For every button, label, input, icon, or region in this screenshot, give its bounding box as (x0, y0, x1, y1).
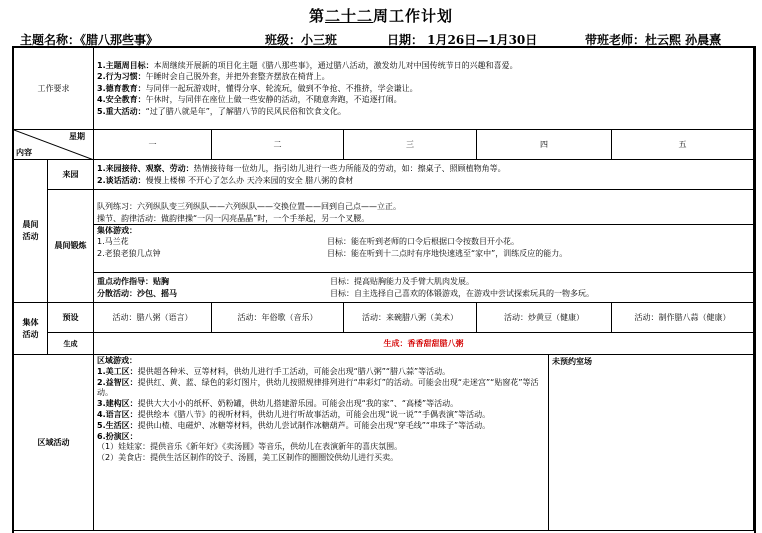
week-header-row (14, 130, 754, 160)
day-thursday: 四 (477, 130, 612, 160)
requirements-label: 工作要求 (14, 48, 94, 130)
key-action-item: 重点动作指导：贴胸 目标：提高贴胸能力及手臂大肌肉发展。 (97, 276, 474, 286)
collective-activity-label: 集体活动 (14, 303, 48, 355)
requirement-item: 1.主题周目标：本周继续开展新的项目化主题《腊八那些事》，通过腊八活动，激发幼儿对中国传统节日的兴趣和喜爱。 (97, 60, 518, 70)
day-monday: 一 (94, 130, 212, 160)
title-prefix: 第 (308, 7, 325, 25)
area-item: 2.益智区：提供红、黄、蓝、绿色的彩灯图片，供幼儿按照规律排列进行“串彩灯”的活动。可能会出现“走迷宫”“贴窗花”等活动。 (97, 377, 539, 398)
drill-line: 队列练习：六列纵队变三列纵队——六列纵队——交换位置——回到自己点——立正。 (97, 202, 401, 212)
requirement-item: 5.重大活动：“过了腊八就是年”，了解腊八节的民风民俗和饮食文化。 (97, 106, 346, 116)
plan-header (0, 31, 762, 46)
area-item: 4.语言区：提供绘本《腊八节》的视听材料，供幼儿进行听故事活动，可能会出现“说一说”“手偶表演”等活动。 (97, 409, 491, 419)
arrival-row (14, 160, 754, 190)
area-item: 3.建构区：提供大大小小的纸杯、奶粉罐，供幼儿搭建游乐园。可能会出现“我的家”、“高楼”等活动。 (97, 399, 459, 409)
arrival-line: 1.来园接待、观察、劳动：热情接待每一位幼儿，指引幼儿进行一些力所能及的劳动，如：擦桌子、照顾植物角等。 (97, 164, 506, 174)
area-item: 5.生活区：提供山楂、电磁炉、冰糖等材料，供幼儿尝试制作冰糖葫芦。可能会出现“穿毛线”“串珠子”等活动。 (97, 420, 491, 430)
game-item: 1.马兰花 目标：能在听到老师的口令后根据口令按数目开小花。 (97, 237, 519, 247)
exercise-row (14, 190, 754, 273)
corner-weekday-label: 星期 (69, 132, 85, 141)
generated-label: 生成 (48, 333, 94, 355)
requirement-item: 3.德育教育：与同伴一起玩游戏时，懂得分享、轮流玩，做到不争抢、不推挤，学会谦让。 (97, 83, 418, 93)
drill-block (94, 201, 753, 225)
page-title (0, 5, 762, 26)
key-action-row (14, 273, 754, 303)
unbooked-venue-title: 未预约室场 (552, 357, 592, 366)
area-sub-item: （1）娃娃家：提供音乐《新年好》《卖汤圆》等音乐，供幼儿在表演新年的喜庆氛围。 (97, 442, 403, 452)
arrival-content (94, 160, 754, 190)
exercise-content (94, 190, 754, 273)
friday-activity: 活动：制作腊八蒜（健康） (612, 303, 754, 333)
area-content (94, 355, 549, 531)
area-item: 6.扮演区： (97, 431, 138, 441)
day-friday: 五 (612, 130, 754, 160)
plan-table (13, 47, 754, 531)
area-title: 区域游戏： (97, 356, 137, 365)
teachers: 带班老师：杜云熙 孙晨熹 (585, 33, 722, 47)
header-corner (14, 130, 94, 160)
key-action-content (94, 273, 754, 303)
class-name: 班级：小三班 (265, 33, 338, 47)
date-range: 日期： 1月26日—1月30日 (387, 33, 538, 47)
theme-name: 主题名称：《腊八那些事》 (20, 33, 159, 47)
preset-label: 预设 (48, 303, 94, 333)
monday-activity: 活动：腊八粥（语言） (94, 303, 212, 333)
requirements-content (94, 48, 754, 130)
day-wednesday: 三 (344, 130, 477, 160)
area-sub-item: （2）美食店：提供生活区制作的饺子、汤圆，美工区制作的圈圈饺供幼儿进行买卖。 (97, 453, 399, 463)
free-activity-item: 分散活动：沙包、摇马 目标：自主选择自己喜欢的体锻游戏，在游戏中尝试探索玩具的一物多玩。 (97, 289, 594, 298)
unbooked-venue-cell (549, 355, 754, 531)
day-tuesday: 二 (212, 130, 344, 160)
corner-content-label: 内容 (16, 147, 32, 157)
group-games-title: 集体游戏： (97, 225, 137, 235)
game-item: 2.老狼老狼几点钟 目标：能在听到十二点时有序地快速逃至“家中”，训练反应的能力。 (97, 248, 568, 258)
area-row (14, 355, 754, 531)
morning-activity-label: 晨间活动 (14, 160, 48, 303)
arrival-line: 2.谈话活动：慢慢上楼梯 不开心了怎么办 天冷来园的安全 腊八粥的食材 (97, 175, 354, 185)
tuesday-activity: 活动：年俗歌（音乐） (212, 303, 344, 333)
arrival-label: 来园 (48, 160, 94, 190)
requirements-row (14, 48, 754, 130)
exercise-label: 晨间锻炼 (48, 190, 94, 303)
collective-preset-row (14, 303, 754, 333)
group-games-block (94, 225, 753, 261)
title-week-number: 二十二 (324, 7, 373, 25)
area-activity-label: 区域活动 (14, 355, 94, 531)
title-suffix: 周工作计划 (373, 7, 454, 25)
thursday-activity: 活动：炒黄豆（健康） (477, 303, 612, 333)
generated-activity: 生成：香香甜甜腊八粥 (94, 333, 754, 355)
requirement-item: 4.安全教育：午休时，与同伴在座位上做一些安静的活动，不随意奔跑，不追逐打闹。 (97, 95, 402, 105)
area-item: 1.美工区：提供超各种米、豆等材料，供幼儿进行手工活动，可能会出现“腊八粥”“腊八蒜”等活动。 (97, 366, 451, 376)
rhythm-line: 操节、韵律活动：做韵律操“一闪一闪亮晶晶”时，一个手举起，另一个叉腰。 (97, 213, 370, 223)
requirement-item: 2.行为习惯：午睡时会自己脱外套，并把外套整齐摆放在椅背上。 (97, 72, 330, 82)
collective-generated-row (14, 333, 754, 355)
wednesday-activity: 活动：来碗腊八粥（美术） (344, 303, 477, 333)
